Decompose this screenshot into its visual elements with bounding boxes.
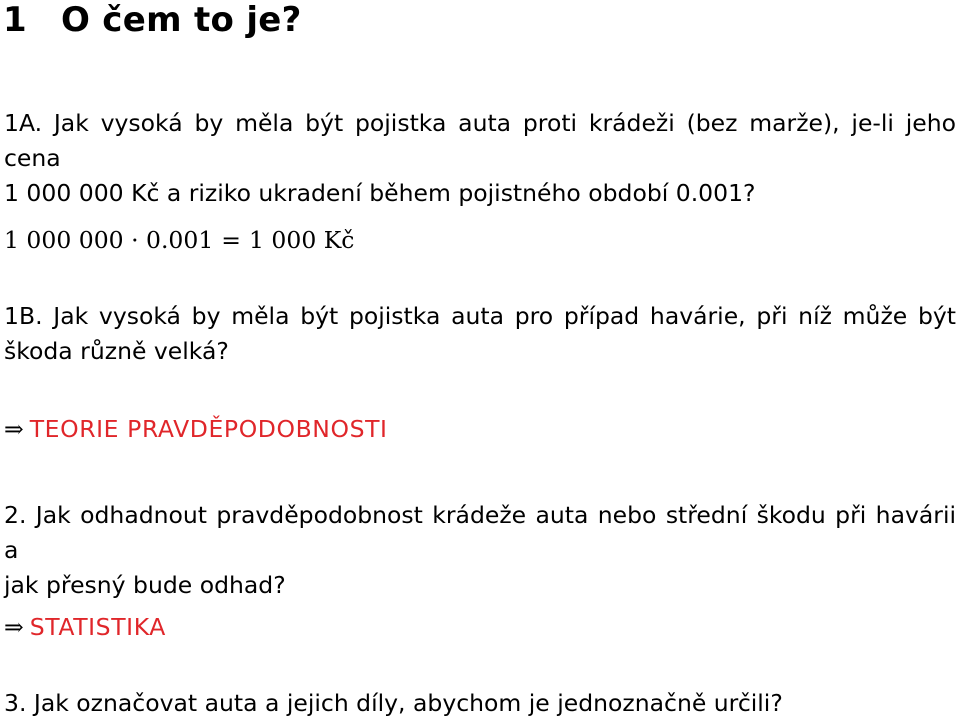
calculation-operator: = bbox=[221, 226, 241, 254]
calculation bbox=[4, 223, 354, 258]
question-3 bbox=[4, 686, 956, 720]
statistics-label: STATISTIKA bbox=[29, 613, 166, 641]
question-2 bbox=[4, 498, 956, 603]
question-1a bbox=[4, 106, 956, 211]
calculation-right: 1 000 Kč bbox=[249, 226, 355, 254]
question-1a-line-2: 1 000 000 Kč a riziko ukradení během pojistného období 0.001? bbox=[4, 179, 756, 207]
section-title: O čem to je? bbox=[60, 0, 302, 40]
section-heading bbox=[3, 0, 302, 40]
question-2-line-1: 2. Jak odhadnout pravděpodobnost krádeže auta nebo střední škodu při havárii a bbox=[4, 501, 956, 564]
conclusion-probability-theory bbox=[4, 412, 388, 447]
calculation-left: 1 000 000 · 0.001 bbox=[4, 226, 214, 254]
question-1b-line-1: 1B. Jak vysoká by měla být pojistka auta pro případ havárie, při níž může být bbox=[4, 302, 956, 330]
question-1a-line-1: 1A. Jak vysoká by měla být pojistka auta proti krádeži (bez marže), je-li jeho cena bbox=[4, 109, 956, 172]
section-number: 1 bbox=[3, 0, 27, 40]
question-3-line-1: 3. Jak označovat auta a jejich díly, abychom je jednoznačně určili? bbox=[4, 689, 783, 717]
probability-theory-label: TEORIE PRAVDĚPODOBNOSTI bbox=[29, 415, 388, 443]
question-1b bbox=[4, 299, 956, 369]
implies-arrow-icon: ⇒ bbox=[4, 613, 24, 641]
question-1b-line-2: škoda různě velká? bbox=[4, 337, 229, 365]
question-2-line-2: jak přesný bude odhad? bbox=[4, 571, 286, 599]
conclusion-statistics bbox=[4, 610, 166, 645]
implies-arrow-icon: ⇒ bbox=[4, 415, 24, 443]
